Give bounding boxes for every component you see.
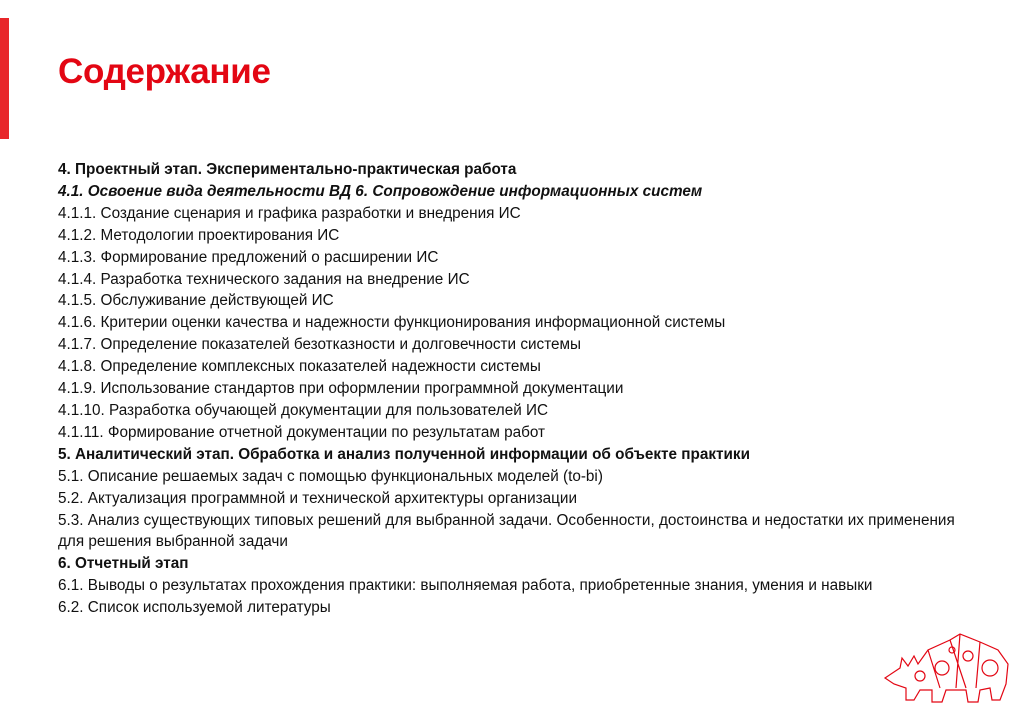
contents-item: 4.1.7. Определение показателей безотказности и долговечности системы	[58, 336, 582, 354]
contents-item: 6.1. Выводы о результатах прохождения практики: выполняемая работа, приобретенные знания, умения и навыки	[58, 577, 873, 595]
contents-item: 4.1.1. Создание сценария и графика разработки и внедрения ИС	[58, 204, 521, 222]
contents-item: 4.1.11. Формирование отчетной документации по результатам работ	[58, 423, 546, 441]
accent-bar	[0, 18, 9, 139]
page-title: Содержание	[58, 52, 271, 91]
contents-item: 5.1. Описание решаемых задач с помощью функциональных моделей (to-bi)	[58, 467, 603, 485]
contents-item: 4. Проектный этап. Экспериментально-практическая работа	[58, 161, 517, 178]
contents-item: 4.1.3. Формирование предложений о расширении ИС	[58, 248, 439, 266]
contents-item: 6. Отчетный этап	[58, 555, 189, 573]
contents-item: 5.3. Анализ существующих типовых решений для выбранной задачи. Особенности, достоинства и недостатки их применения для решения выбранной задачи	[58, 511, 955, 551]
contents-item: 4.1. Освоение вида деятельности ВД 6. Сопровождение информационных систем	[58, 182, 703, 200]
contents-item: 4.1.10. Разработка обучающей документации для пользователей ИС	[58, 401, 549, 419]
contents-item: 4.1.2. Методологии проектирования ИС	[58, 226, 340, 244]
contents-item: 4.1.6. Критерии оценки качества и надежности функционирования информационной системы	[58, 314, 726, 332]
contents-list	[58, 159, 958, 619]
contents-item: 6.2. Список используемой литературы	[58, 599, 331, 617]
contents-item: 4.1.8. Определение комплексных показателей надежности системы	[58, 358, 541, 376]
contents-item: 4.1.9. Использование стандартов при оформлении программной документации	[58, 380, 624, 398]
contents-item: 4.1.5. Обслуживание действующей ИС	[58, 292, 334, 310]
contents-item: 5. Аналитический этап. Обработка и анализ полученной информации об объекте практики	[58, 445, 750, 463]
contents-item: 5.2. Актуализация программной и технической архитектуры организации	[58, 489, 578, 507]
rhino-logo-icon	[880, 628, 1015, 708]
contents-item: 4.1.4. Разработка технического задания на внедрение ИС	[58, 270, 470, 288]
